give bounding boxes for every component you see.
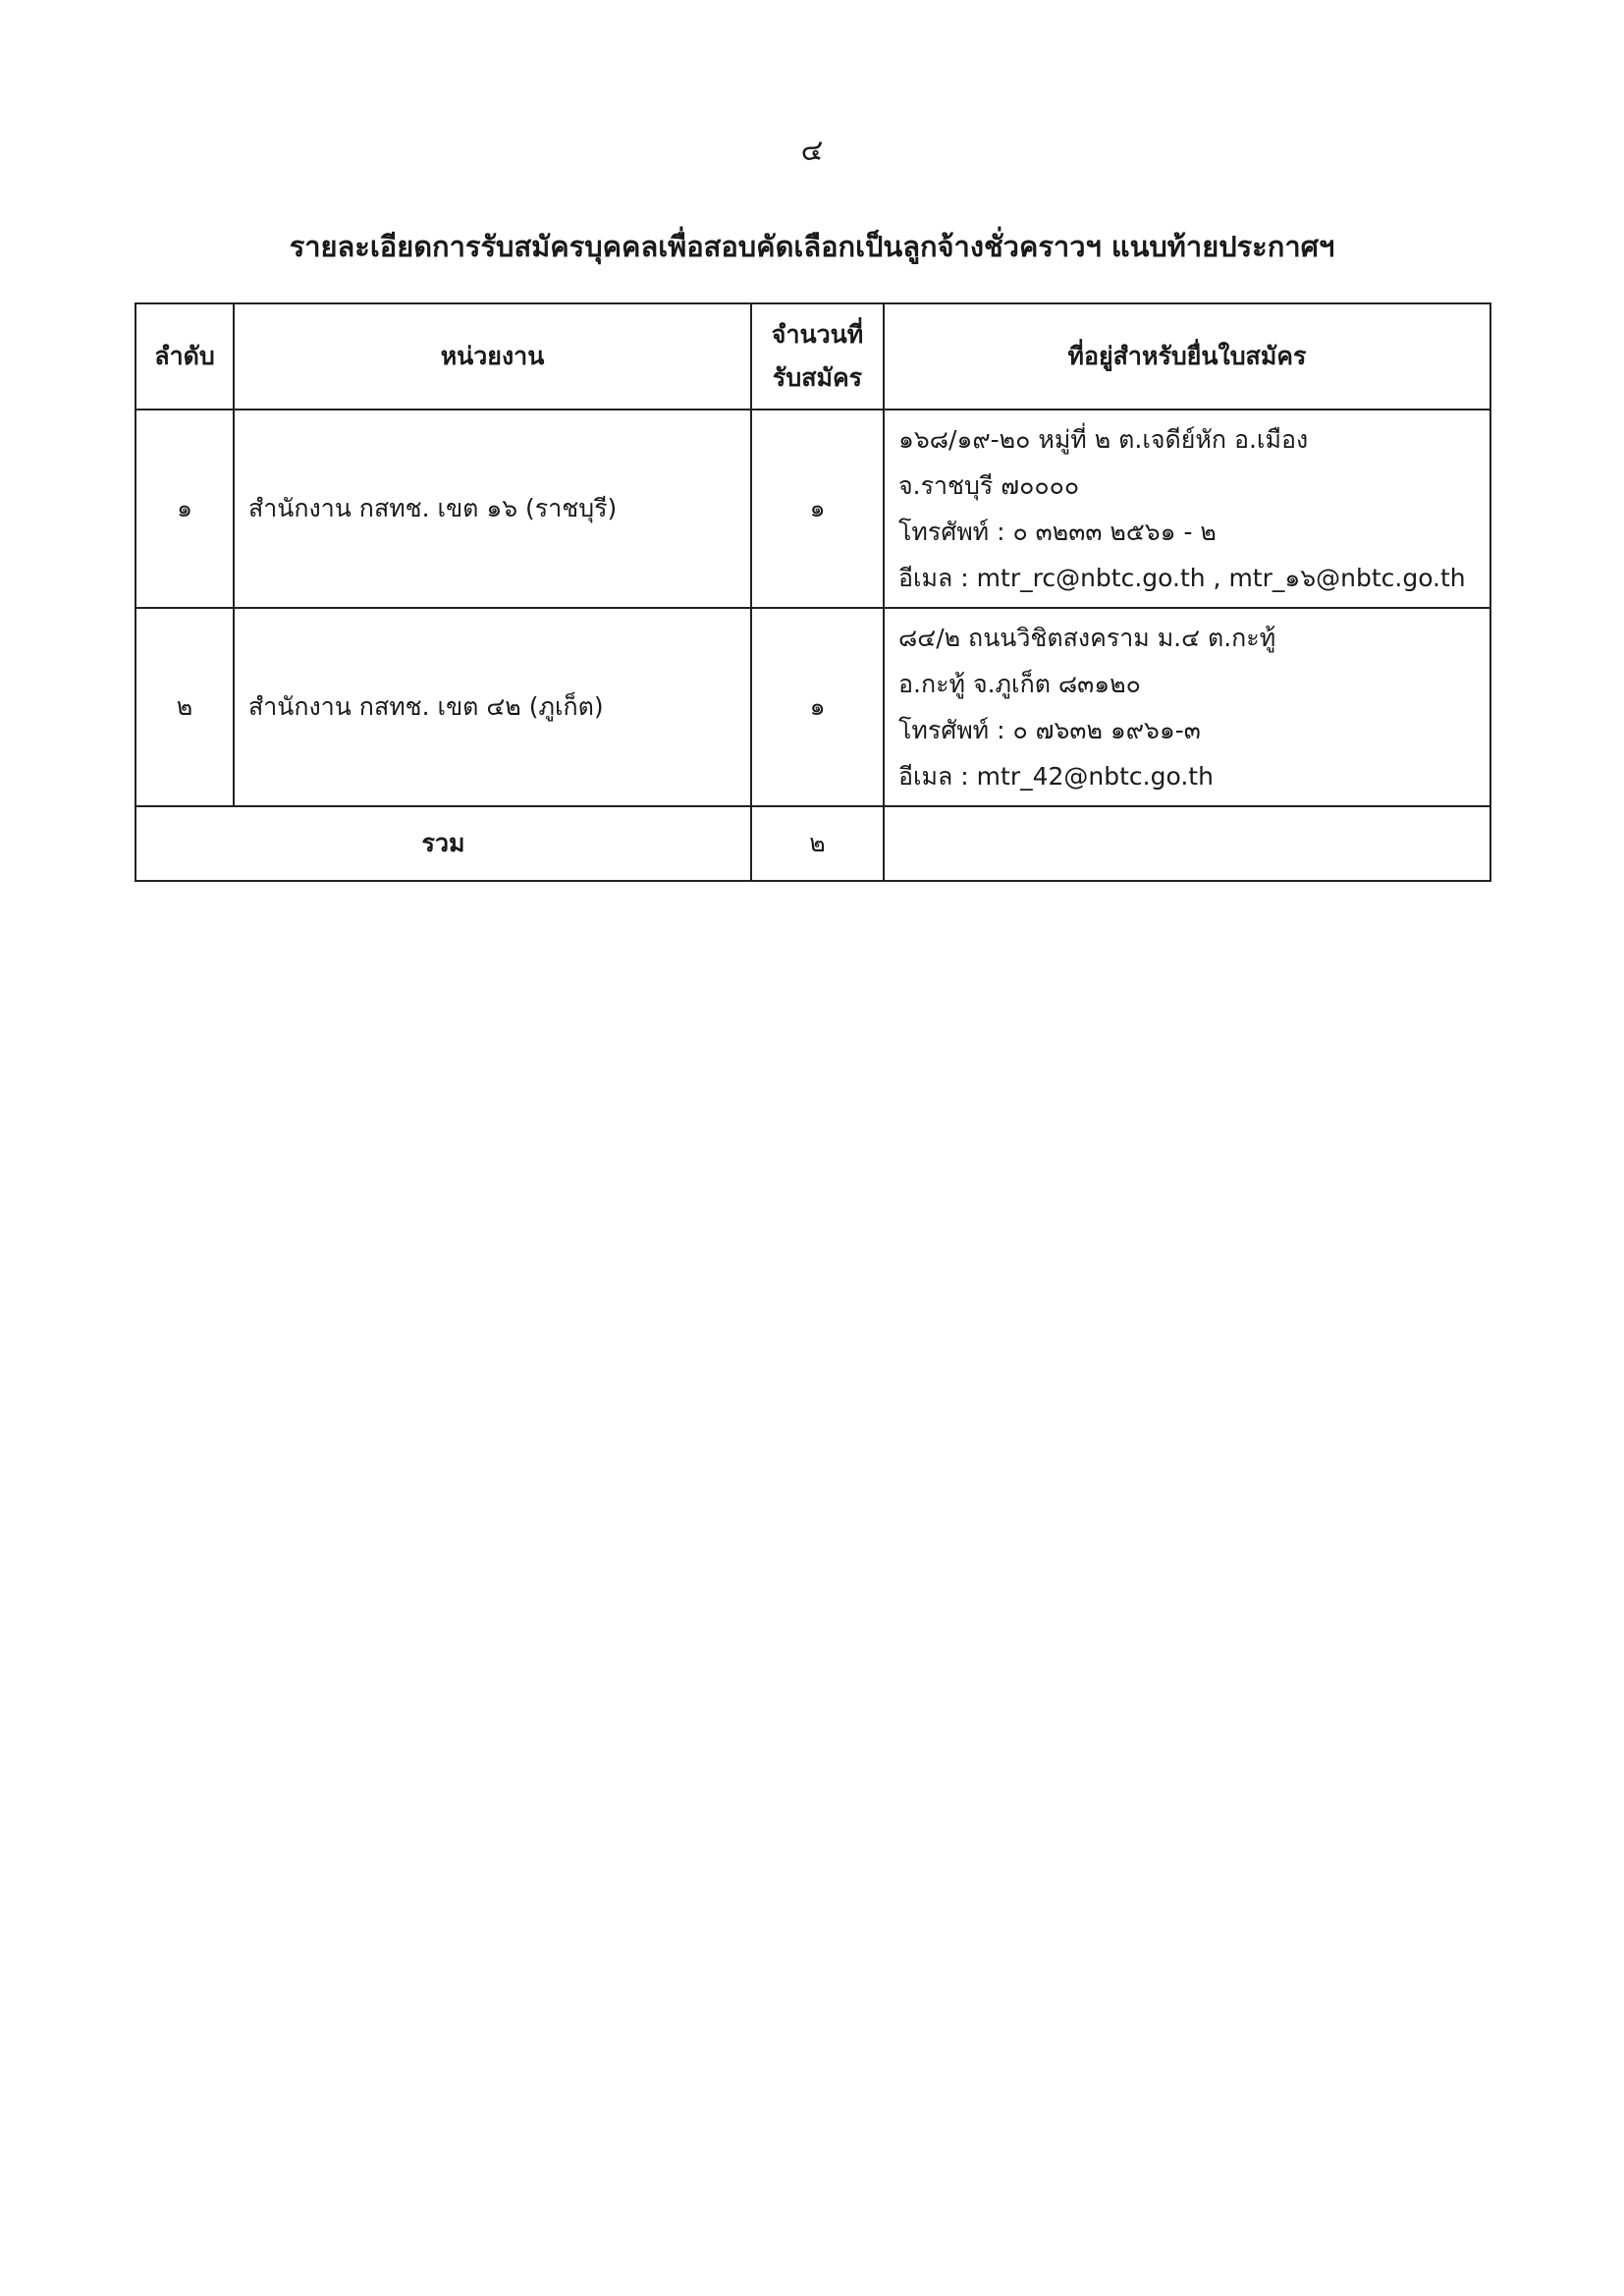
- header-count-line2: รับสมัคร: [772, 363, 863, 392]
- header-count-line1: จำนวนที่: [771, 320, 864, 349]
- row-count: ๑: [751, 410, 884, 608]
- phone-line: โทรศัพท์ : ๐ ๗๖๓๒ ๑๙๖๑-๓: [898, 716, 1201, 744]
- address-line: ๘๔/๒ ถนนวิชิตสงคราม ม.๔ ต.กะทู้: [898, 624, 1276, 652]
- header-unit: หน่วยงาน: [234, 303, 751, 410]
- email-line: อีเมล : mtr_42@nbtc.go.th: [898, 762, 1214, 791]
- applicant-details-table: [135, 302, 1491, 882]
- total-address-empty: [884, 806, 1490, 881]
- row-count: ๑: [751, 608, 884, 806]
- table-header-row: [135, 303, 1490, 410]
- total-count: ๒: [751, 806, 884, 881]
- address-line: จ.ราชบุรี ๗๐๐๐๐: [898, 471, 1080, 500]
- email-line: อีเมล : mtr_rc@nbtc.go.th , mtr_๑๖@nbtc.go.th: [898, 564, 1466, 592]
- table-row: [135, 410, 1490, 608]
- address-line: ๑๖๘/๑๙-๒๐ หมู่ที่ ๒ ต.เจดีย์หัก อ.เมือง: [898, 425, 1309, 454]
- header-count: [751, 303, 884, 410]
- row-seq: ๑: [135, 410, 234, 608]
- row-address: [884, 410, 1490, 608]
- address-line: อ.กะทู้ จ.ภูเก็ต ๘๓๑๒๐: [898, 670, 1141, 698]
- row-seq: ๒: [135, 608, 234, 806]
- header-seq: ลำดับ: [135, 303, 234, 410]
- total-row: [135, 806, 1490, 881]
- header-address: ที่อยู่สำหรับยื่นใบสมัคร: [884, 303, 1490, 410]
- document-title: รายละเอียดการรับสมัครบุคคลเพื่อสอบคัดเลือกเป็นลูกจ้างชั่วคราวฯ แนบท้ายประกาศฯ: [289, 230, 1335, 263]
- row-unit: สำนักงาน กสทช. เขต ๑๖ (ราชบุรี): [234, 410, 751, 608]
- row-address: [884, 608, 1490, 806]
- table-row: [135, 608, 1490, 806]
- page-number: ๔: [800, 134, 824, 168]
- row-unit: สำนักงาน กสทช. เขต ๔๒ (ภูเก็ต): [234, 608, 751, 806]
- phone-line: โทรศัพท์ : ๐ ๓๒๓๓ ๒๕๖๑ - ๒: [898, 518, 1217, 546]
- total-label: รวม: [135, 806, 751, 881]
